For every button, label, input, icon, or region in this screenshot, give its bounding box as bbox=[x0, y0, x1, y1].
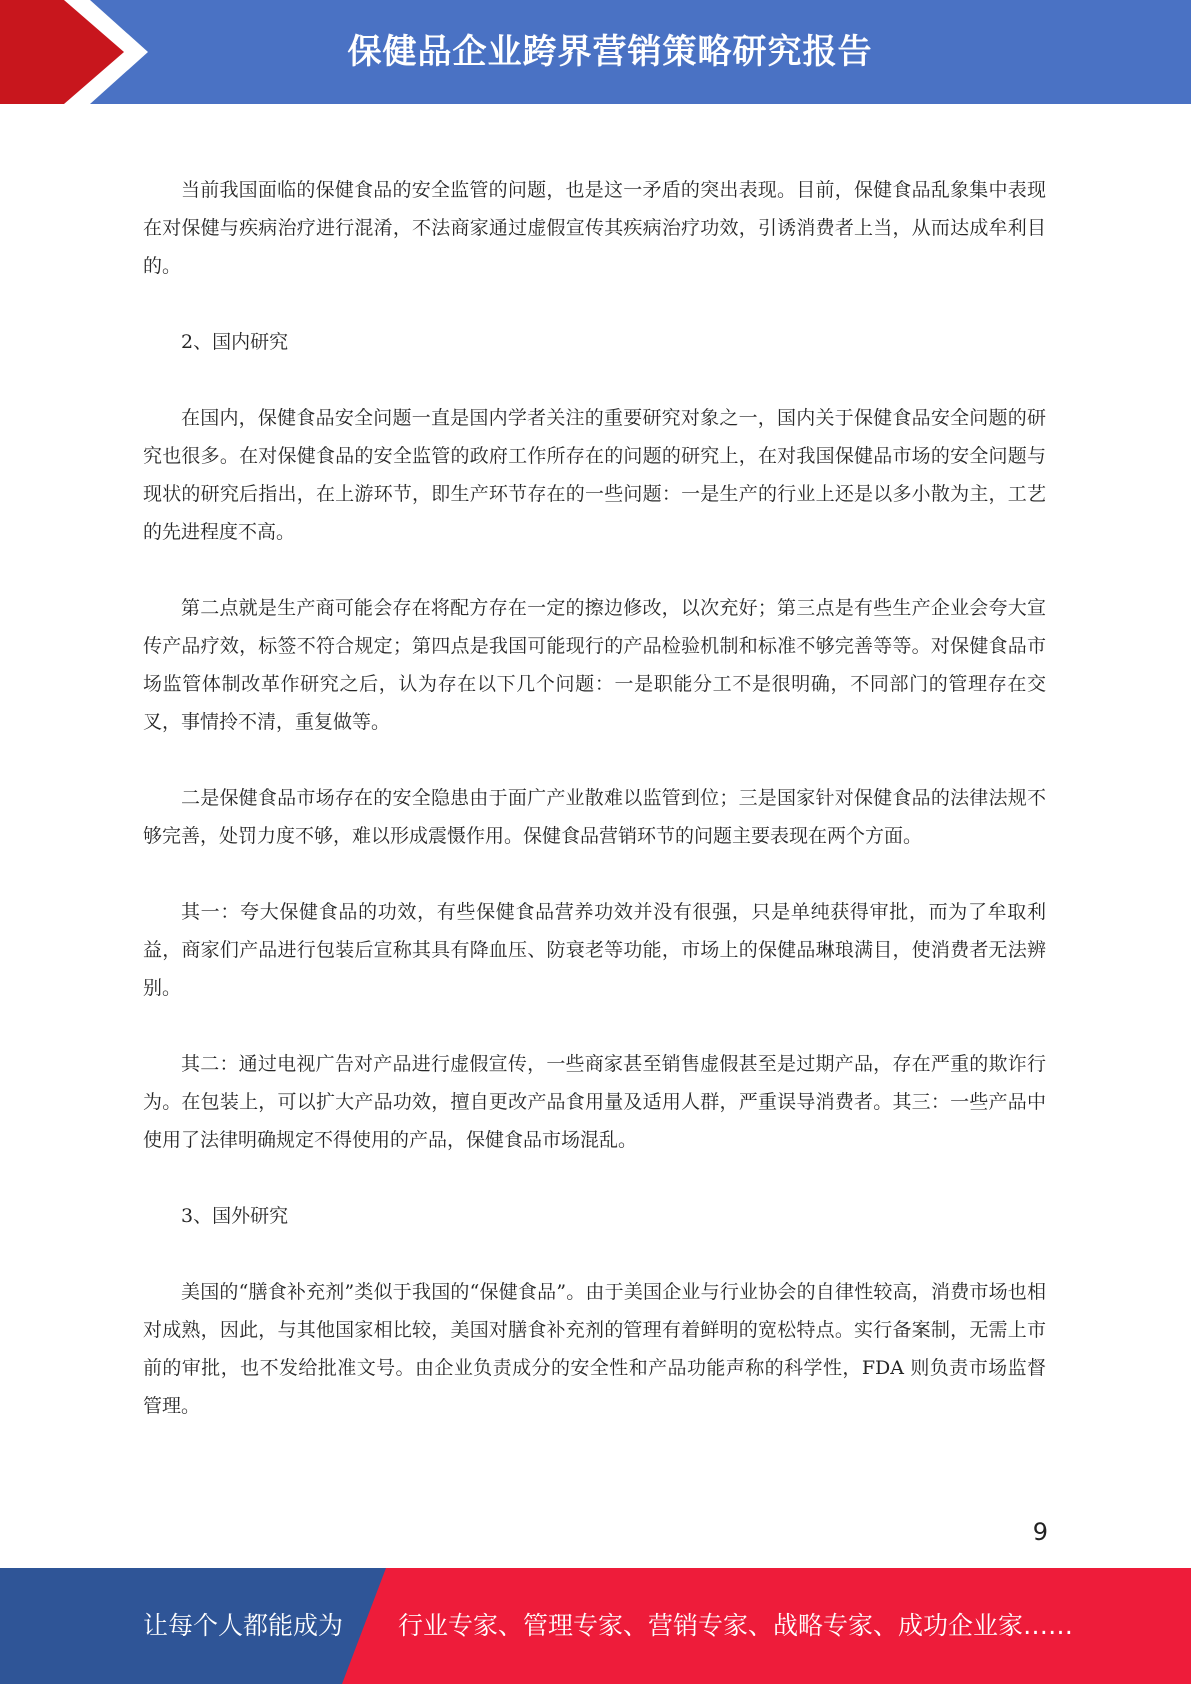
section-heading-domestic: 2、国内研究 bbox=[181, 331, 289, 353]
footer-slogan-left: 让每个人都能成为 bbox=[143, 1611, 344, 1640]
paragraph-2: 在国内，保健食品安全问题一直是国内学者关注的重要研究对象之一，国内关于保健食品安全问题的研究也很多。在对保健食品的安全监管的政府工作所存在的问题的研究上，在对我国保健品市场的安全问题与现状的研究后指出，在上游环节，即生产环节存在的一些问题：一是生产的行业上还是以多小散为主，工艺的先进程度不高。 bbox=[143, 407, 1046, 543]
paragraph-7: 美国的“膳食补充剂”类似于我国的“保健食品”。由于美国企业与行业协会的自律性较高，消费市场也相对成熟，因此，与其他国家相比较，美国对膳食补充剂的管理有着鲜明的宽松特点。实行备案制，无需上市前的审批，也不发给批准文号。由企业负责成分的安全性和产品功能声称的科学性，FDA 则负责市场监督管理。 bbox=[143, 1281, 1046, 1417]
footer-slogan-right: 行业专家、管理专家、营销专家、战略专家、成功企业家…… bbox=[398, 1611, 1074, 1640]
header-banner bbox=[0, 0, 1191, 111]
paragraph-5: 其一：夸大保健食品的功效，有些保健食品营养功效并没有很强，只是单纯获得审批，而为了牟取利益，商家们产品进行包装后宣称其具有降血压、防衰老等功能，市场上的保健品琳琅满目，使消费者无法辨别。 bbox=[143, 901, 1046, 999]
section-heading-foreign: 3、国外研究 bbox=[181, 1205, 289, 1227]
paragraph-6: 其二：通过电视广告对产品进行虚假宣传，一些商家甚至销售虚假甚至是过期产品，存在严重的欺诈行为。在包装上，可以扩大产品功效，擅自更改产品食用量及适用人群，严重误导消费者。其三：一些产品中使用了法律明确规定不得使用的产品，保健食品市场混乱。 bbox=[143, 1053, 1046, 1151]
paragraph-3: 第二点就是生产商可能会存在将配方存在一定的擦边修改，以次充好；第三点是有些生产企业会夸大宣传产品疗效，标签不符合规定；第四点是我国可能现行的产品检验机制和标准不够完善等等。对保健食品市场监管体制改革作研究之后，认为存在以下几个问题：一是职能分工不是很明确，不同部门的管理存在交叉，事情拎不清，重复做等。 bbox=[143, 597, 1046, 733]
paragraph-4: 二是保健食品市场存在的安全隐患由于面广产业散难以监管到位；三是国家针对保健食品的法律法规不够完善，处罚力度不够，难以形成震慑作用。保健食品营销环节的问题主要表现在两个方面。 bbox=[143, 787, 1046, 847]
paragraph-1: 当前我国面临的保健食品的安全监管的问题，也是这一矛盾的突出表现。目前，保健食品乱象集中表现在对保健与疾病治疗进行混淆，不法商家通过虚假宣传其疾病治疗功效，引诱消费者上当，从而达成牟利目的。 bbox=[143, 179, 1046, 277]
page-number: 9 bbox=[1032, 1518, 1048, 1546]
document-title: 保健品企业跨界营销策略研究报告 bbox=[347, 32, 873, 72]
document-body bbox=[143, 171, 1046, 1463]
footer-banner bbox=[0, 1568, 1191, 1684]
